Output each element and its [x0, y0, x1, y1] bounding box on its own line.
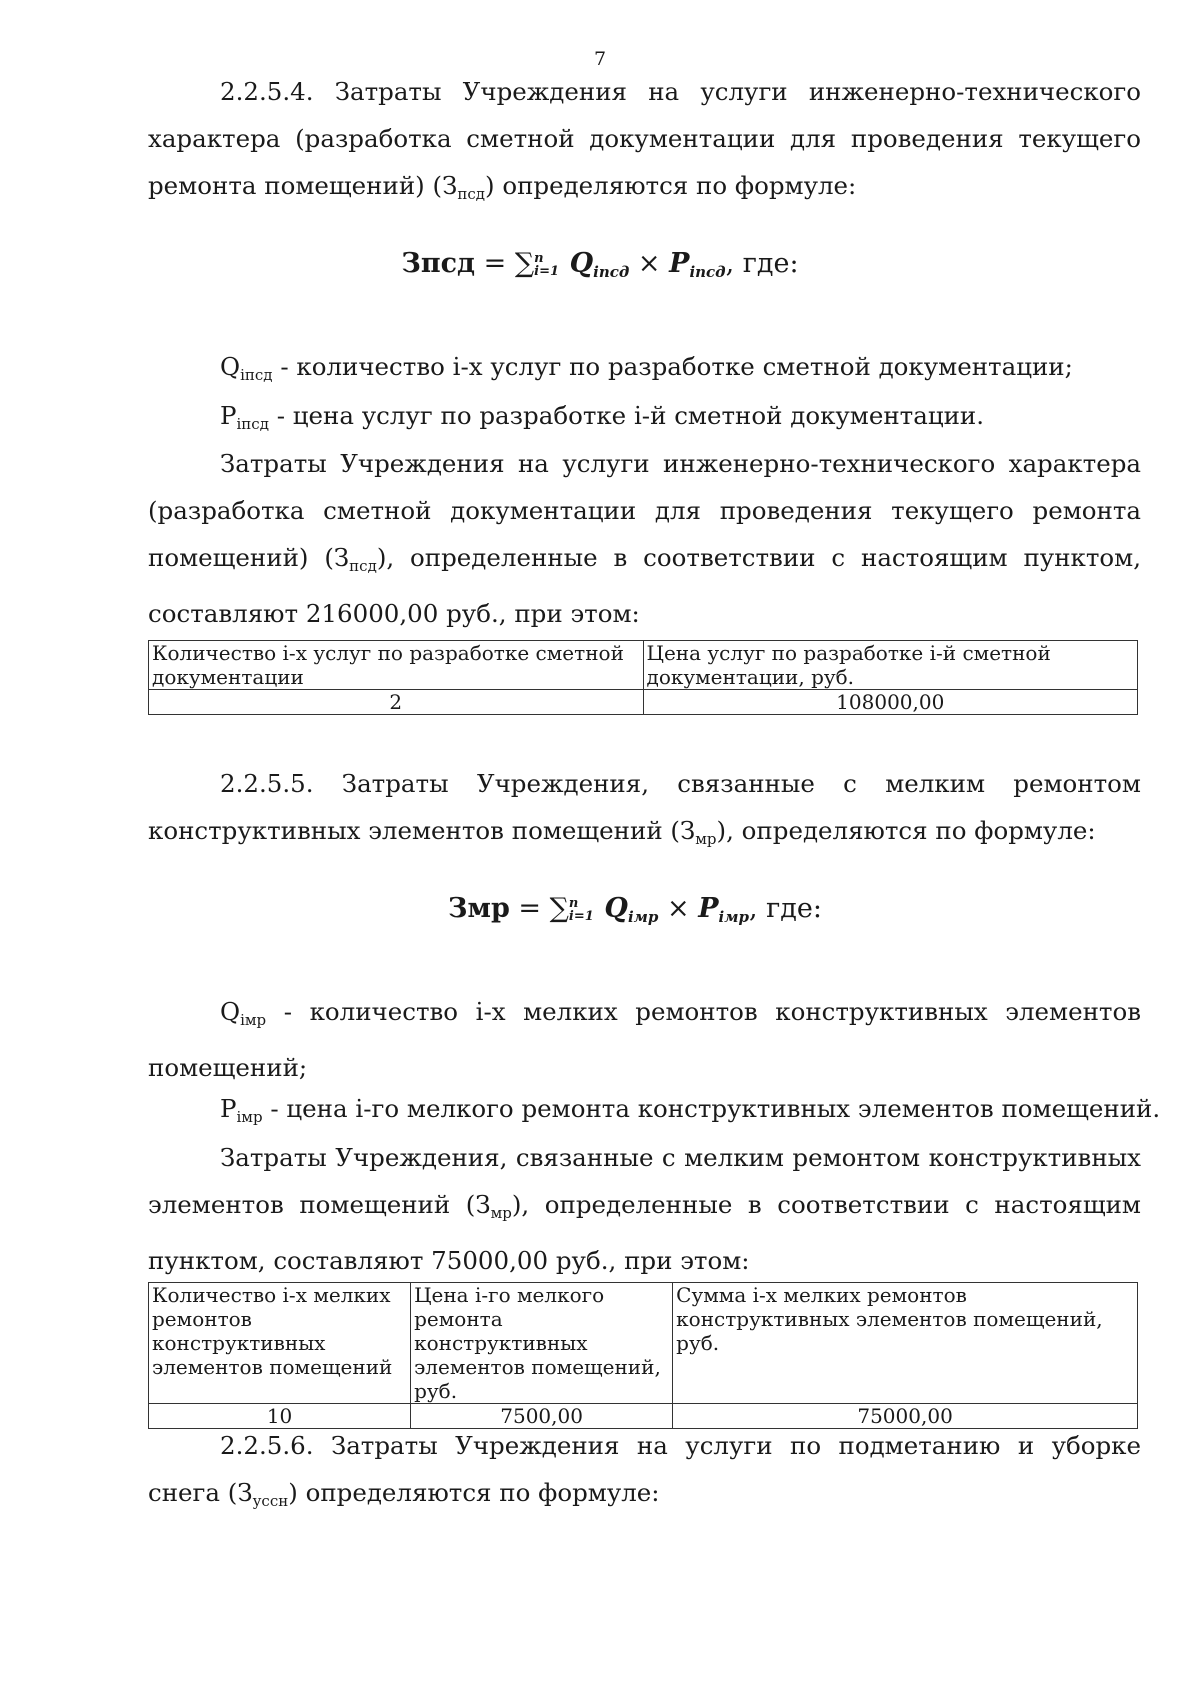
- subscript: уссн: [252, 1492, 289, 1510]
- subscript: псд: [349, 557, 377, 575]
- table-mr: [148, 1282, 1138, 1429]
- sum-top: n: [534, 250, 544, 266]
- text-run: ), определенные в соответствии с настоящим пунктом, составляют 75000,00 руб., при этом:: [148, 1190, 1141, 1275]
- formula-p-sub: iпсд: [689, 263, 726, 281]
- formula-q: Q: [569, 248, 594, 279]
- symbol: Q: [220, 352, 241, 381]
- table-cell: 10: [149, 1404, 411, 1429]
- text-run: - цена услуг по разработке i-й сметной документации.: [268, 401, 985, 430]
- formula-p: P: [669, 248, 690, 279]
- formula-lhs: Змр: [448, 893, 510, 924]
- symbol: P: [220, 401, 237, 430]
- table-row: [149, 690, 1138, 715]
- formula-tail: , где:: [748, 893, 822, 924]
- sum-top: n: [568, 895, 579, 911]
- subscript: псд: [457, 185, 485, 203]
- text-run: 2.2.5.5. Затраты Учреждения, связанные с мелким ремонтом конструктивных элементов помещений (З: [148, 769, 1141, 845]
- formula-lhs: Зпсд: [401, 248, 476, 279]
- table-header-cell: Цена услуг по разработке i-й сметной документации, руб.: [643, 641, 1138, 690]
- formula-tail: , где:: [725, 248, 799, 279]
- text-run: ), определяются по формуле:: [716, 816, 1096, 845]
- text-run: - цена i-го мелкого ремонта конструктивных элементов помещений.: [262, 1094, 1161, 1123]
- subscript: iпсд: [240, 366, 273, 384]
- subscript: iмр: [236, 1108, 263, 1126]
- sum-bottom: i=1: [534, 263, 560, 279]
- section-2-2-5-5-intro: [148, 760, 1141, 863]
- formula-eq: =: [518, 893, 542, 924]
- text-run: ) определяются по формуле:: [288, 1478, 660, 1507]
- subscript: мр: [695, 830, 717, 848]
- page-number: 7: [593, 48, 607, 70]
- symbol: P: [220, 1094, 237, 1123]
- text-run: - количество i-х услуг по разработке сметной документации;: [272, 352, 1073, 381]
- text-run: ) определяются по формуле:: [484, 171, 857, 200]
- text-run: - количество i-х мелких ремонтов конструктивных элементов помещений;: [148, 997, 1141, 1082]
- formula-q-sub: iпсд: [593, 263, 630, 281]
- table-header-row: [149, 1283, 1138, 1404]
- subscript: iпсд: [236, 415, 269, 433]
- section-2-2-5-4-total: [148, 440, 1141, 637]
- formula-p: P: [698, 893, 719, 924]
- table-cell: 108000,00: [643, 690, 1138, 715]
- table-header-row: [149, 641, 1138, 690]
- formula-times: ×: [637, 248, 661, 279]
- text-run: 2.2.5.4. Затраты Учреждения на услуги инженерно-технического характера (разработка сметной документации для проведения текущего ремонта помещений) (З: [148, 77, 1141, 200]
- subscript: мр: [490, 1204, 512, 1222]
- text-run: Затраты Учреждения, связанные с мелким ремонтом конструктивных элементов помещений (З: [148, 1143, 1141, 1219]
- formula-zpsd: [0, 248, 1200, 281]
- formula-q-sub: iмр: [627, 908, 659, 926]
- sum-bottom: i=1: [568, 908, 594, 924]
- section-2-2-5-5-total: [148, 1134, 1141, 1284]
- definition-q-imr: [148, 988, 1141, 1091]
- section-2-2-5-4-intro: [148, 68, 1141, 218]
- definition-p-imr: [220, 1085, 1160, 1141]
- table-cell: 2: [149, 690, 644, 715]
- sum-symbol: ∑: [549, 893, 569, 924]
- table-header-cell: Количество i-х мелких ремонтов конструктивных элементов помещений: [149, 1283, 411, 1404]
- sum-limits: [569, 897, 594, 923]
- formula-p-sub: iмр: [718, 908, 749, 926]
- formula-times: ×: [666, 893, 690, 924]
- table-cell: 7500,00: [411, 1404, 673, 1429]
- table-header-cell: Сумма i-х мелких ремонтов конструктивных элементов помещений, руб.: [673, 1283, 1138, 1404]
- text-run: Затраты Учреждения на услуги инженерно-технического характера (разработка сметной документации для проведения текущего ремонта помещений) (З: [148, 449, 1141, 572]
- table-psd: [148, 640, 1138, 715]
- formula-eq: =: [483, 248, 507, 279]
- definition-q-ipsd: [220, 343, 1073, 399]
- formula-q: Q: [604, 893, 628, 924]
- subscript: iмр: [240, 1011, 267, 1029]
- text-run: 2.2.5.6. Затраты Учреждения на услуги по подметанию и уборке снега (З: [148, 1431, 1141, 1507]
- table-header-cell: Цена i-го мелкого ремонта конструктивных элементов помещений, руб.: [411, 1283, 673, 1404]
- table-header-cell: Количество i-х услуг по разработке сметной документации: [149, 641, 644, 690]
- section-2-2-5-6-intro: [148, 1422, 1141, 1525]
- symbol: Q: [220, 997, 241, 1026]
- sum-symbol: ∑: [514, 248, 535, 279]
- sum-limits: [534, 252, 559, 278]
- text-run: ), определенные в соответствии с настоящим пунктом, составляют 216000,00 руб., при этом:: [148, 543, 1141, 628]
- formula-zmr: [0, 893, 1200, 926]
- table-cell: 75000,00: [673, 1404, 1138, 1429]
